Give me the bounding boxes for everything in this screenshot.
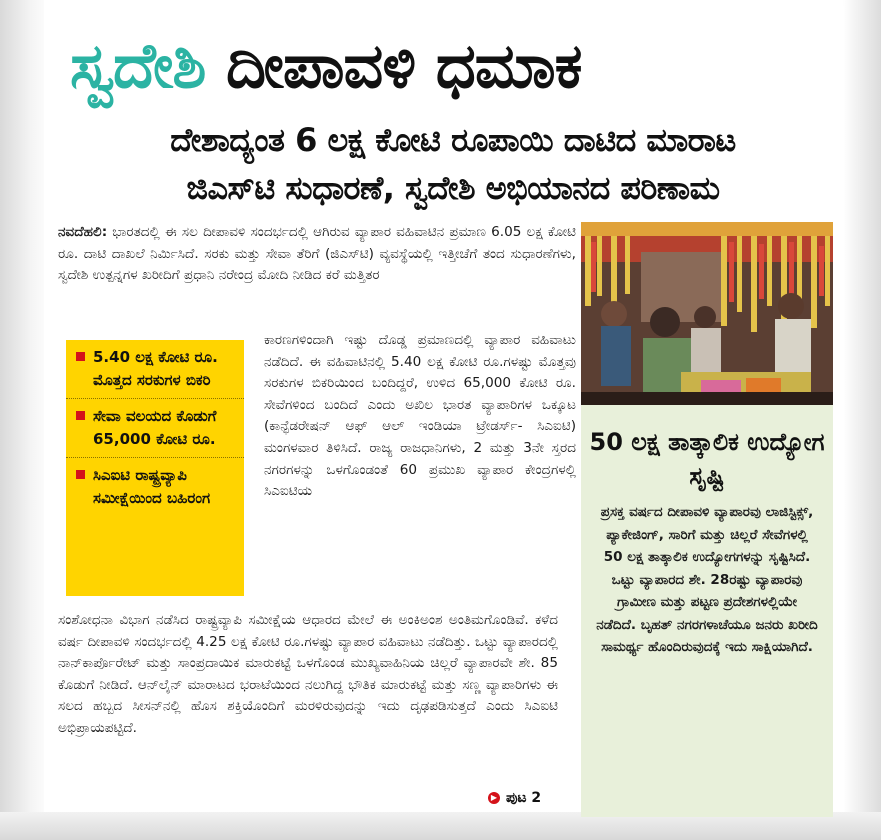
article-bottom-paragraph: ಸಂಶೋಧನಾ ವಿಭಾಗ ನಡೆಸಿದ ರಾಷ್ಟ್ರವ್ಯಾಪಿ ಸಮೀಕ್ಷೆಯ ಆಧಾರದ ಮೇಲೆ ಈ ಅಂಕಿಅಂಶ ಅಂತಿಮಗೊಂಡಿವೆ. ಕಳೆದ ವರ್ಷ ದೀಪಾವಳಿ ಸಂದರ್ಭದಲ್ಲಿ 4.25 ಲಕ್ಷ ಕೋಟಿ ರೂ.ಗಳಷ್ಟು ವ್ಯಾಪಾರ ವಹಿವಾಟು ನಡೆದಿತ್ತು. ಒಟ್ಟು ವ್ಯಾಪಾರದಲ್ಲಿ ನಾನ್‌ಕಾರ್ಪೊರೇಟ್ ಮತ್ತು ಸಾಂಪ್ರದಾಯಿಕ ಮಾರುಕಟ್ಟೆ ಒಳಗೊಂಡ ಮುಖ್ಯವಾಹಿನಿಯ ಚಿಲ್ಲರೆ ವ್ಯಾಪಾರವೇ ಶೇ. 85 ಕೊಡುಗೆ ನೀಡಿದೆ. ಆನ್‌ಲೈನ್ ಮಾರಾಟದ ಭರಾಟೆಯಿಂದ ನಲುಗಿದ್ದ ಭೌತಿಕ ಮಾರುಕಟ್ಟೆ ಮತ್ತು ಸಣ್ಣ ವ್ಯಾಪಾರಿಗಳು ಈ ಸಲದ ಹಬ್ಬದ ಸೀಸನ್‌ನಲ್ಲಿ ಹೊಸ ಶಕ್ತಿಯೊಂದಿಗೆ ಮರಳಿರುವುದನ್ನು ಇದು ದೃಢಪಡಿಸುತ್ತದೆ ಎಂದು ಸಿಎಐಟಿ ಅಭಿಪ್ರಾಯಪಟ್ಟಿದೆ. bbox=[58, 612, 558, 736]
highlight-item bbox=[66, 399, 244, 458]
highlight-text: 5.40 ಲಕ್ಷ ಕೋಟಿ ರೂ. ಮೊತ್ತದ ಸರಕುಗಳ ಬಿಕರಿ bbox=[93, 348, 218, 389]
headline-part-deepavali: ದೀಪಾವಳಿ ಧಮಾಕ bbox=[225, 29, 582, 102]
sidebar-title: 50 ಲಕ್ಷ ತಾತ್ಕಾಲಿಕ ಉದ್ಯೋಗ ಸೃಷ್ಟಿ bbox=[589, 428, 825, 490]
square-bullet-icon bbox=[76, 352, 85, 361]
market-photo bbox=[581, 222, 833, 405]
sidebar-body: ಪ್ರಸಕ್ತ ವರ್ಷದ ದೀಪಾವಳಿ ವ್ಯಾಪಾರವು ಲಾಜಿಸ್ಟಿಕ್ಸ್, ಪ್ಯಾಕೇಜಿಂಗ್, ಸಾರಿಗೆ ಮತ್ತು ಚಿಲ್ಲರೆ ಸೇವೆಗಳಲ್ಲಿ 50 ಲಕ್ಷ ತಾತ್ಕಾಲಿಕ ಉದ್ಯೋಗಗಳನ್ನು ಸೃಷ್ಟಿಸಿದೆ. ಒಟ್ಟು ವ್ಯಾಪಾರದ ಶೇ. 28ರಷ್ಟು ವ್ಯಾಪಾರವು ಗ್ರಾಮೀಣ ಮತ್ತು ಪಟ್ಟಣ ಪ್ರದೇಶಗಳಲ್ಲಿಯೇ ನಡೆದಿದೆ. ಬೃಹತ್ ನಗರಗಳಾಚೆಯೂ ಜನರು ಖರೀದಿ ಸಾಮರ್ಥ್ಯ ಹೊಂದಿರುವುದಕ್ಕೆ ಇದು ಸಾಕ್ಷಿಯಾಗಿದೆ. bbox=[596, 504, 818, 655]
square-bullet-icon bbox=[76, 470, 85, 479]
article-text-top: ಭಾರತದಲ್ಲಿ ಈ ಸಲ ದೀಪಾವಳಿ ಸಂದರ್ಭದಲ್ಲಿ ಆಗಿರುವ ವ್ಯಾಪಾರ ವಹಿವಾಟಿನ ಪ್ರಮಾಣ 6.05 ಲಕ್ಷ ಕೋಟಿ ರೂ. ದಾಟಿ ದಾಖಲೆ ನಿರ್ಮಿಸಿದೆ. ಸರಕು ಮತ್ತು ಸೇವಾ ತೆರಿಗೆ (ಜಿಎಸ್‌ಟಿ) ವ್ಯವಸ್ಥೆಯಲ್ಲಿ ಇತ್ತೀಚೆಗೆ ತಂದ ಸುಧಾರಣೆಗಳು, ಸ್ವದೇಶಿ ಉತ್ಪನ್ನಗಳ ಖರೀದಿಗೆ ಪ್ರಧಾನಿ ನರೇಂದ್ರ ಮೋದಿ ನೀಡಿದ ಕರೆ ಮತ್ತಿತರ bbox=[58, 224, 577, 284]
continued-reference[interactable] bbox=[488, 788, 541, 808]
article-top-paragraph bbox=[58, 222, 576, 287]
page-shadow-right bbox=[843, 0, 881, 840]
main-headline bbox=[70, 18, 840, 113]
jobs-sidebar bbox=[581, 405, 833, 817]
subheadline-1: ದೇಶಾದ್ಯಂತ 6 ಲಕ್ಷ ಕೋಟಿ ರೂಪಾಯಿ ದಾಟಿದ ಮಾರಾಟ bbox=[170, 121, 736, 159]
square-bullet-icon bbox=[76, 411, 85, 420]
highlights-box bbox=[66, 340, 244, 596]
highlight-item bbox=[66, 340, 244, 399]
continued-label: ಪುಟ 2 bbox=[506, 790, 542, 806]
highlight-text: ಸಿಎಐಟಿ ರಾಷ್ಟ್ರವ್ಯಾಪಿ ಸಮೀಕ್ಷೆಯಿಂದ ಬಹಿರಂಗ bbox=[93, 466, 211, 507]
headline-part-swadeshi: ಸ್ವದೇಶಿ bbox=[70, 29, 206, 102]
article-dateline: ನವದೆಹಲಿ: bbox=[58, 224, 108, 240]
arrow-right-icon: ▶ bbox=[488, 792, 500, 804]
subheadline-2: ಜಿಎಸ್‌ಟಿ ಸುಧಾರಣೆ, ಸ್ವದೇಶಿ ಅಭಿಯಾನದ ಪರಿಣಾಮ bbox=[186, 169, 720, 207]
page-shadow-left bbox=[0, 0, 44, 840]
article-middle-paragraph: ಕಾರಣಗಳಿಂದಾಗಿ ಇಷ್ಟು ದೊಡ್ಡ ಪ್ರಮಾಣದಲ್ಲಿ ವ್ಯಾಪಾರ ವಹಿವಾಟು ನಡೆದಿದೆ. ಈ ವಹಿವಾಟಿನಲ್ಲಿ 5.40 ಲಕ್ಷ ಕೋಟಿ ರೂ.ಗಳಷ್ಟು ಮೊತ್ತವು ಸರಕುಗಳ ಬಿಕರಿಯಿಂದ ಬಂದಿದ್ದರೆ, ಉಳಿದ 65,000 ಕೋಟಿ ರೂ. ಸೇವೆಗಳಿಂದ ಬಂದಿದೆ ಎಂದು ಅಖಿಲ ಭಾರತ ವ್ಯಾಪಾರಿಗಳ ಒಕ್ಕೂಟ (ಕಾನ್ಫೆಡರೇಷನ್ ಆಫ್ ಆಲ್ ಇಂಡಿಯಾ ಟ್ರೇಡರ್ಸ್- ಸಿಎಐಟಿ) ಮಂಗಳವಾರ ತಿಳಿಸಿದೆ. ರಾಜ್ಯ ರಾಜಧಾನಿಗಳು, 2 ಮತ್ತು 3ನೇ ಸ್ತರದ ನಗರಗಳನ್ನು ಒಳಗೊಂಡಂತೆ 60 ಪ್ರಮುಖ ವ್ಯಾಪಾರ ಕೇಂದ್ರಗಳಲ್ಲಿ ಸಿಎಐಟಿಯ bbox=[264, 332, 576, 500]
highlight-item bbox=[66, 458, 244, 516]
newspaper-page bbox=[48, 6, 844, 812]
highlight-text: ಸೇವಾ ವಲಯದ ಕೊಡುಗೆ 65,000 ಕೋಟಿ ರೂ. bbox=[93, 407, 217, 448]
